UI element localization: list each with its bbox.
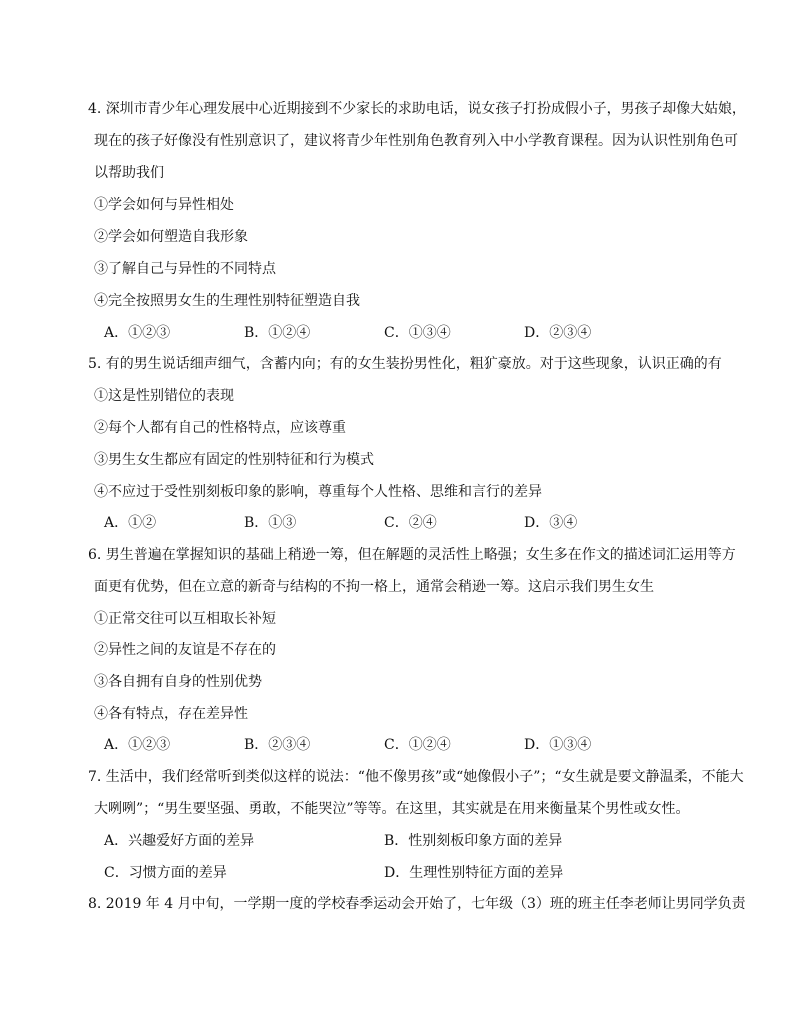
question-5-item-2: ②每个人都有自己的性格特点，应该尊重 [94,420,346,436]
question-4-stem-line-1: 4. 深圳市青少年心理发展中心近期接到不少家长的求助电话，说女孩子打扮成假小子，男孩子却像大姑娘， [88,101,746,117]
question-7-stem-line-1: 7. 生活中，我们经常听到类似这样的说法：“他不像男孩”或“她像假小子”；“女生就是要文静温柔，不能大 [88,769,744,785]
question-7-choice-c[interactable]: C．习惯方面的差异 [104,865,227,881]
question-5-item-3: ③男生女生都应有固定的性别特征和行为模式 [94,452,374,468]
question-4-stem-line-3: 以帮助我们 [94,165,164,181]
question-4-choice-a[interactable]: A．①②③ [104,325,171,341]
question-4-item-3: ③了解自己与异性的不同特点 [94,261,276,277]
question-7-stem-line-2: 大咧咧”；“男生要坚强、勇敢，不能哭泣”等等。在这里，其实就是在用来衡量某个男性或女性。 [94,801,690,817]
question-6-item-1: ①正常交往可以互相取长补短 [94,611,276,627]
question-4-choice-b[interactable]: B．①②④ [244,325,311,341]
question-6-choice-d[interactable]: D．①③④ [524,737,592,753]
question-6-item-4: ④各有特点，存在差异性 [94,706,248,722]
question-5-choice-c[interactable]: C．②④ [384,515,437,531]
question-6-stem-line-2: 面更有优势，但在立意的新奇与结构的不拘一格上，通常会稍逊一筹。这启示我们男生女生 [94,579,654,595]
question-6-choice-a[interactable]: A．①②③ [104,737,171,753]
question-5-choice-a[interactable]: A．①② [104,515,157,531]
question-8-stem-line-1: 8. 2019 年 4 月中旬，一学期一度的学校春季运动会开始了，七年级（3）班的班主任李老师让男同学负责 [88,896,746,912]
question-6-item-3: ③各自拥有自身的性别优势 [94,674,262,690]
question-4-choice-d[interactable]: D．②③④ [524,325,592,341]
question-5-item-4: ④不应过于受性别刻板印象的影响，尊重每个人性格、思维和言行的差异 [94,484,542,500]
question-6-choice-c[interactable]: C．①②④ [384,737,451,753]
question-7-choice-b[interactable]: B．性别刻板印象方面的差异 [384,833,563,849]
question-4-item-1: ①学会如何与异性相处 [94,197,234,213]
question-6-stem-line-1: 6. 男生普遍在掌握知识的基础上稍逊一筹，但在解题的灵活性上略强；女生多在作文的描述词汇运用等方 [88,547,736,563]
question-5-choice-d[interactable]: D．③④ [524,515,578,531]
question-4-item-4: ④完全按照男女生的生理性别特征塑造自我 [94,293,360,309]
question-6-item-2: ②异性之间的友谊是不存在的 [94,642,276,658]
question-5-item-1: ①这是性别错位的表现 [94,388,234,404]
question-5-choice-b[interactable]: B．①③ [244,515,297,531]
question-7-choice-d[interactable]: D．生理性别特征方面的差异 [384,865,564,881]
question-4-choice-c[interactable]: C．①③④ [384,325,451,341]
question-6-choice-b[interactable]: B．②③④ [244,737,311,753]
question-5-stem-line-1: 5. 有的男生说话细声细气，含蓄内向；有的女生装扮男性化，粗犷豪放。对于这些现象，认识正确的有 [88,356,722,372]
question-4-item-2: ②学会如何塑造自我形象 [94,229,248,245]
question-7-choice-a[interactable]: A．兴趣爱好方面的差异 [104,833,255,849]
question-4-stem-line-2: 现在的孩子好像没有性别意识了，建议将青少年性别角色教育列入中小学教育课程。因为认识性别角色可 [94,133,738,149]
